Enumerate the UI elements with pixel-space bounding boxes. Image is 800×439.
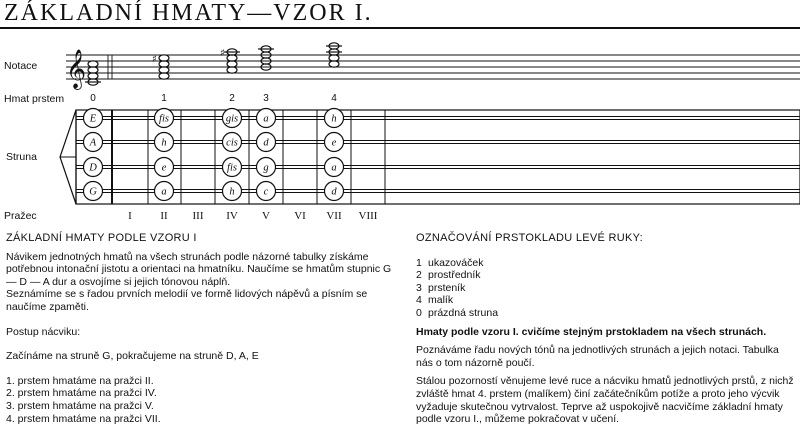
row-label-notace: Notace — [4, 60, 38, 72]
note-circle — [257, 182, 276, 201]
svg-text:A: A — [89, 137, 97, 149]
svg-text:h: h — [161, 137, 167, 149]
fret-number: VIII — [358, 210, 378, 222]
legend-row: 0 prázdná struna — [416, 306, 499, 319]
fret-number: IV — [226, 210, 238, 222]
intro-line-3: Seznámíme se s řadou prvních melodií ve formě lidových nápěvů a písním se naučíme zpaměti. — [6, 288, 368, 313]
treble-clef-icon: 𝄞 — [66, 49, 87, 89]
svg-text:a: a — [161, 186, 167, 198]
note-circle — [325, 133, 344, 152]
finger-number: 0 — [90, 93, 96, 104]
postup-label: Postup nácviku: — [6, 325, 81, 338]
note-circle — [84, 109, 103, 128]
legend-row: 2 prostředník — [416, 269, 481, 282]
note-circle — [257, 158, 276, 177]
note-circle — [325, 182, 344, 201]
finger-number: 2 — [229, 93, 235, 104]
fret-number: V — [262, 210, 270, 222]
svg-text:d: d — [331, 186, 337, 198]
intro-line-2: potřebnou intonační jistotu a orientaci na hmatníku. Naučíme se hmatům stupnic G — D — A dur a osvojíme si jejich tónovou náplň. — [6, 263, 392, 288]
fret-number: III — [192, 210, 204, 222]
note-circle — [84, 182, 103, 201]
svg-text:D: D — [89, 162, 97, 174]
row-label-struna: Struna — [6, 151, 37, 163]
note-circle — [84, 133, 103, 152]
svg-text:fis: fis — [227, 162, 237, 174]
title-rule — [0, 27, 800, 29]
step-item: 1. prstem hmatáme na pražci II. — [6, 374, 154, 387]
note-circle — [155, 158, 174, 177]
finger-number: 4 — [331, 93, 337, 104]
left-heading: ZÁKLADNÍ HMATY PODLE VZORU I — [6, 232, 197, 244]
svg-text:cis: cis — [226, 137, 238, 149]
step-item: 3. prstem hmatáme na pražci V. — [6, 399, 154, 412]
zaciname-text: Začínáme na struně G, pokračujeme na struně D, A, E — [6, 350, 259, 363]
paragraph-2: Stálou pozorností věnujeme levé ruce a nácviku hmatů jednotlivých prstů, z nichž zvláště hmat 4. prstem (malíkem) činí začátečníkům potíže a proto jeho výcvik vyžaduje skutečnou vytrvalost. Teprve až uspokojivě nacvičíme základní hmaty podle vzoru I., můžeme pokračovat v učení. — [416, 375, 794, 426]
note-circle — [155, 182, 174, 201]
svg-text:g: g — [263, 162, 269, 174]
paragraph-1: Poznáváme řadu nových tónů na jednotlivých strunách a jejich notaci. Tabulka nás o tom názorně poučí. — [416, 344, 779, 369]
right-column — [416, 232, 796, 426]
svg-text:E: E — [89, 113, 97, 125]
intro-line-1: Návikem jednotných hmatů na všech strunách podle názorné tabulky získáme — [6, 250, 369, 263]
sharp-icon: ♯ — [220, 48, 225, 59]
row-label-prazec: Pražec — [4, 210, 37, 222]
svg-text:c: c — [263, 186, 269, 198]
note-circle — [223, 133, 242, 152]
note-circle — [223, 158, 242, 177]
row-label-hmat: Hmat prstem — [4, 93, 65, 105]
svg-text:fis: fis — [159, 113, 169, 125]
music-staff — [66, 55, 800, 79]
note-circle — [257, 133, 276, 152]
fret-number: I — [128, 210, 132, 222]
note-circle — [84, 158, 103, 177]
svg-text:G: G — [89, 186, 97, 198]
right-heading: OZNAČOVÁNÍ PRSTOKLADU LEVÉ RUKY: — [416, 232, 644, 244]
note-circle — [155, 133, 174, 152]
fingering-diagram — [0, 36, 800, 230]
note-circle — [325, 109, 344, 128]
finger-number: 1 — [161, 93, 167, 104]
fret-number: VII — [326, 210, 342, 222]
note-circle — [155, 109, 174, 128]
legend-row: 4 malík — [416, 294, 454, 307]
finger-number: 3 — [263, 93, 269, 104]
legend-row: 1 ukazováček — [416, 256, 484, 269]
note-circle — [223, 182, 242, 201]
svg-text:a: a — [331, 162, 337, 174]
svg-text:a: a — [263, 113, 269, 125]
svg-text:h: h — [331, 113, 337, 125]
left-column — [6, 232, 404, 425]
svg-text:d: d — [263, 137, 269, 149]
note-chord — [258, 46, 274, 70]
svg-text:e: e — [331, 137, 337, 149]
step-item: 2. prstem hmatáme na pražci IV. — [6, 387, 157, 400]
bold-note: Hmaty podle vzoru I. cvičíme stejným prstokladem na všech strunách. — [416, 325, 767, 338]
page-title: ZÁKLADNÍ HMATY—VZOR I. — [4, 0, 373, 26]
sharp-icon: ♯ — [152, 54, 157, 65]
fret-number: VI — [294, 210, 306, 222]
legend-row: 3 prsteník — [416, 281, 466, 294]
svg-text:gis: gis — [225, 113, 239, 125]
note-circle — [257, 109, 276, 128]
note-circle — [325, 158, 344, 177]
svg-text:h: h — [229, 186, 235, 198]
step-item: 4. prstem hmatáme na pražci VII. — [6, 412, 161, 425]
fret-number: II — [160, 210, 168, 222]
note-circle — [223, 109, 242, 128]
svg-text:e: e — [161, 162, 167, 174]
fretboard — [60, 109, 800, 205]
